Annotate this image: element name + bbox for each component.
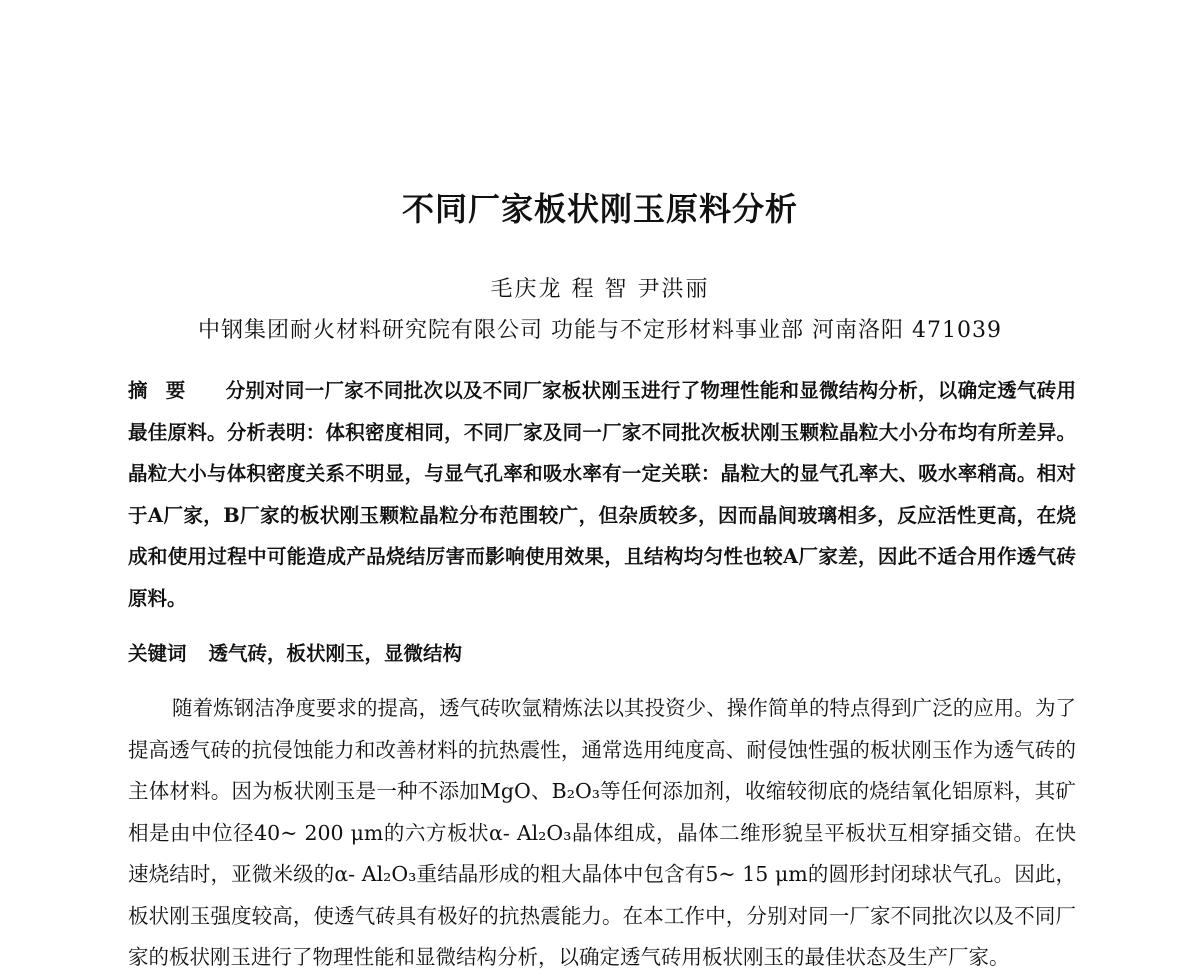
intro-paragraph-text: 随着炼钢洁净度要求的提高，透气砖吹氩精炼法以其投资少、操作简单的特点得到广泛的应用。为了提高透气砖的抗侵蚀能力和改善材料的抗热震性，通常选用纯度高、耐侵蚀性强的板状刚玉作为透气砖的主体材料。因为板状刚玉是一种不添加MgO、B₂O₃等任何添加剂，收缩较彻底的烧结氧化铝原料，其矿相是由中位径40~ 200 μm的六方板状α- Al₂O₃晶体组成，晶体二维形貌呈平板状互相穿插交错。在快速烧结时，亚微米级的α- Al₂O₃重结晶形成的粗大晶体中包含有5~ 15 μm的圆形封闭球状气孔。因此，板状刚玉强度较高，使透气砖具有极好的抗热震能力。在本工作中，分别对同一厂家不同批次以及不同厂家的板状刚玉进行了物理性能和显微结构分析，以确定透气砖用板状刚玉的最佳状态及生产厂家。 (128, 696, 1076, 969)
intro-paragraph (128, 688, 1076, 979)
abstract-section (128, 370, 1076, 619)
keywords-section (128, 636, 1076, 672)
author-affiliation: 中钢集团耐火材料研究院有限公司 功能与不定形材料事业部 河南洛阳 471039 (198, 318, 1002, 343)
abstract-text: 分别对同一厂家不同批次以及不同厂家板状刚玉进行了物理性能和显微结构分析，以确定透气砖用最佳原料。分析表明：体积密度相同，不同厂家及同一厂家不同批次板状刚玉颗粒晶粒大小分布均有所差异。晶粒大小与体积密度关系不明显，与显气孔率和吸水率有一定关联：晶粒大的显气孔率大、吸水率稍高。相对于A厂家，B厂家的板状刚玉颗粒晶粒分布范围较广，但杂质较多，因而晶间玻璃相多，反应活性更高，在烧成和使用过程中可能造成产品烧结厉害而影响使用效果，且结构均匀性也较A厂家差，因此不适合用作透气砖原料。 (128, 379, 1076, 610)
keywords-text: 透气砖，板状刚玉，显微结构 (208, 642, 463, 665)
keywords-label: 关键词 (128, 642, 187, 665)
author-list: 毛庆龙 程 智 尹洪丽 (490, 277, 710, 302)
paper-title: 不同厂家板状刚玉原料分析 (401, 190, 798, 228)
abstract-label: 摘要 (128, 379, 204, 402)
